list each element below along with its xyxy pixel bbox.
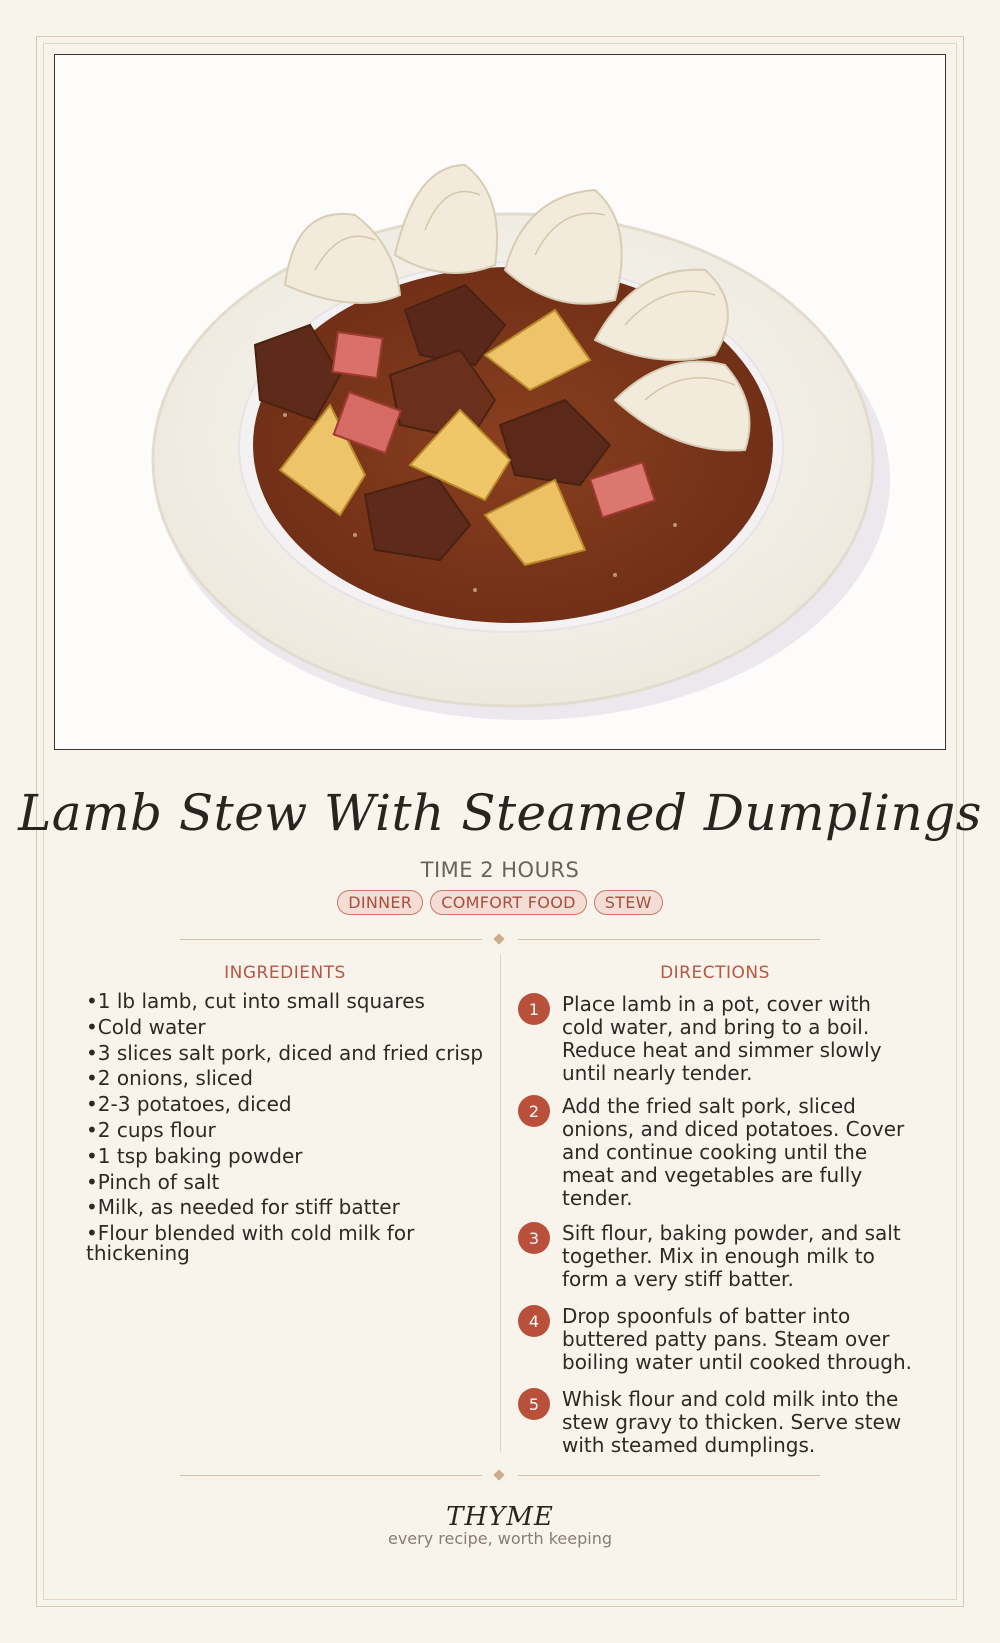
column-divider — [500, 955, 501, 1452]
step-number-badge: 5 — [518, 1388, 550, 1420]
direction-step — [518, 1222, 918, 1291]
directions-heading: DIRECTIONS — [660, 963, 770, 983]
divider-ornament — [493, 933, 504, 944]
direction-step — [518, 1095, 918, 1210]
tag-dinner[interactable]: DINNER — [337, 890, 423, 915]
ingredient-item: • Milk, as needed for stiff batter — [86, 1197, 486, 1217]
tag-comfort-food[interactable]: COMFORT FOOD — [430, 890, 587, 915]
stew-illustration — [55, 55, 946, 750]
ingredient-item: • 1 tsp baking powder — [86, 1146, 486, 1166]
step-text: Place lamb in a pot, cover with cold water, and bring to a boil. Reduce heat and simmer slowly until nearly tender. — [562, 992, 882, 1085]
ingredient-item: • 2-3 potatoes, diced — [86, 1094, 486, 1114]
direction-step — [518, 993, 918, 1085]
top-divider — [180, 934, 820, 946]
ingredient-item: • Cold water — [86, 1017, 486, 1037]
ingredients-list — [86, 991, 486, 1269]
ingredient-item: • Flour blended with cold milk for thickening — [86, 1223, 486, 1263]
step-number-badge: 2 — [518, 1095, 550, 1127]
step-number-badge: 4 — [518, 1305, 550, 1337]
brand-logo-text: THYME — [446, 1502, 554, 1532]
directions-list — [518, 993, 918, 1457]
recipe-title: Lamb Stew With Steamed Dumplings — [18, 784, 982, 842]
ingredient-item: • 1 lb lamb, cut into small squares — [86, 991, 486, 1011]
cook-time: TIME 2 HOURS — [420, 858, 580, 882]
direction-step — [518, 1305, 918, 1374]
direction-step — [518, 1388, 918, 1457]
step-text: Whisk flour and cold milk into the stew gravy to thicken. Serve stew with steamed dumplings. — [562, 1387, 902, 1457]
ingredient-item: • 2 cups flour — [86, 1120, 486, 1140]
ingredient-item: • 2 onions, sliced — [86, 1068, 486, 1088]
ingredient-item: • 3 slices salt pork, diced and fried crisp — [86, 1043, 486, 1063]
tag-stew[interactable]: STEW — [594, 890, 663, 915]
step-number-badge: 1 — [518, 993, 550, 1025]
bottom-divider — [180, 1470, 820, 1482]
divider-ornament — [493, 1469, 504, 1480]
step-text: Drop spoonfuls of batter into buttered patty pans. Steam over boiling water until cooked through. — [562, 1304, 912, 1374]
ingredients-heading: INGREDIENTS — [224, 963, 346, 983]
tag-list — [0, 890, 1000, 915]
step-number-badge: 3 — [518, 1222, 550, 1254]
brand-tagline: every recipe, worth keeping — [387, 1529, 612, 1548]
step-text: Add the fried salt pork, sliced onions, and diced potatoes. Cover and continue cooking until the meat and vegetables are fully tender. — [562, 1094, 905, 1210]
ingredient-item: • Pinch of salt — [86, 1172, 486, 1192]
recipe-photo — [54, 54, 946, 750]
step-text: Sift flour, baking powder, and salt together. Mix in enough milk to form a very stiff batter. — [562, 1221, 901, 1291]
